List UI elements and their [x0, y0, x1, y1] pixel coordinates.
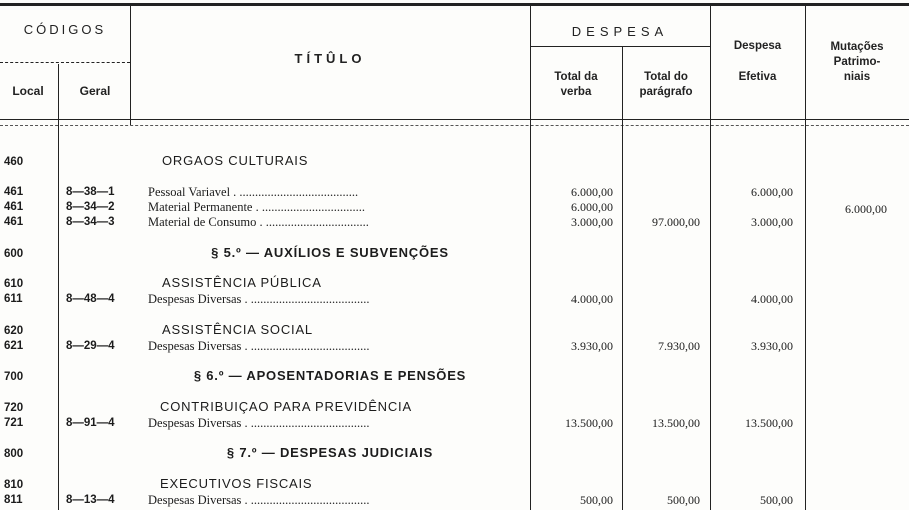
- codigos-rule: [0, 62, 130, 63]
- row-despesa-efetiva: 4.000,00: [751, 292, 793, 306]
- row-geral: 8—38—1: [66, 186, 115, 198]
- header-second-rule: [0, 125, 909, 126]
- header-despesa-efetiva-line2: Efetiva: [738, 71, 777, 83]
- header-local: Local: [12, 84, 44, 98]
- row-description: Despesas Diversas . ......................................: [148, 339, 370, 353]
- row-total-verba: 6.000,00: [571, 185, 613, 199]
- row-local: 800: [4, 448, 24, 460]
- row-local: 620: [4, 325, 24, 337]
- row-local: 810: [4, 479, 24, 491]
- header-total-verba: [530, 70, 622, 100]
- row-local: 600: [4, 248, 24, 260]
- row-geral: 8—29—4: [66, 340, 115, 352]
- group-title: ASSISTÊNCIA PÚBLICA: [162, 275, 322, 290]
- row-description: Material Permanente . .................................: [148, 200, 365, 214]
- row-geral: 8—91—4: [66, 417, 115, 429]
- row-local: 721: [4, 417, 24, 429]
- row-local: 700: [4, 371, 24, 383]
- row-local: 611: [4, 293, 23, 305]
- row-total-verba: 4.000,00: [571, 292, 613, 306]
- header-mutacoes-line2: Patrimo-: [833, 56, 881, 68]
- row-despesa-efetiva: 3.930,00: [751, 339, 793, 353]
- header-codigos: CÓDIGOS: [23, 22, 107, 37]
- header-despesa-efetiva-line1: Despesa: [733, 40, 782, 52]
- row-description: Pessoal Variavel . ......................................: [148, 185, 359, 199]
- header-total-verba-line1: Total da: [554, 71, 598, 83]
- row-total-verba: 3.000,00: [571, 215, 613, 229]
- group-title: ORGAOS CULTURAIS: [162, 153, 309, 168]
- row-local: 811: [4, 494, 23, 506]
- header-titulo: TÍTÛLO: [294, 51, 366, 66]
- group-title: ASSISTÊNCIA SOCIAL: [162, 322, 313, 337]
- col-divider-verba: [622, 47, 623, 510]
- row-local: 461: [4, 216, 24, 228]
- row-mutacoes: 6.000,00: [845, 202, 887, 216]
- header-total-verba-line2: verba: [560, 86, 592, 98]
- row-local: 621: [4, 340, 24, 352]
- row-description: Despesas Diversas . ......................................: [148, 292, 370, 306]
- row-description: Despesas Diversas . ......................................: [148, 416, 370, 430]
- row-geral: 8—48—4: [66, 293, 115, 305]
- row-geral: 8—34—2: [66, 201, 115, 213]
- row-despesa-efetiva: 13.500,00: [745, 416, 793, 430]
- row-total-verba: 6.000,00: [571, 200, 613, 214]
- row-total-paragrafo: 97.000,00: [652, 215, 700, 229]
- row-description: Material de Consumo . .................................: [148, 215, 369, 229]
- row-geral: 8—34—3: [66, 216, 115, 228]
- row-total-verba: 500,00: [580, 493, 613, 507]
- header-total-paragrafo-line1: Total do: [644, 71, 688, 83]
- row-despesa-efetiva: 3.000,00: [751, 215, 793, 229]
- row-description: Despesas Diversas . ......................................: [148, 493, 370, 507]
- row-total-verba: 3.930,00: [571, 339, 613, 353]
- header-despesa: DESPESA: [571, 24, 669, 39]
- row-total-paragrafo: 7.930,00: [658, 339, 700, 353]
- group-title: CONTRIBUIÇAO PARA PREVIDÊNCIA: [160, 399, 412, 414]
- row-total-paragrafo: 13.500,00: [652, 416, 700, 430]
- header-total-paragrafo-line2: parágrafo: [639, 86, 693, 98]
- row-total-verba: 13.500,00: [565, 416, 613, 430]
- row-despesa-efetiva: 6.000,00: [751, 185, 793, 199]
- top-rule: [0, 3, 909, 6]
- header-mutacoes: [805, 40, 909, 85]
- row-geral: 8—13—4: [66, 494, 115, 506]
- section-title: § 6.º — APOSENTADORIAS E PENSÕES: [193, 368, 467, 383]
- header-mutacoes-line1: Mutações: [830, 41, 884, 53]
- header-total-paragrafo: [622, 70, 710, 100]
- despesa-rule: [530, 46, 710, 47]
- col-divider-local: [58, 64, 59, 510]
- header-geral: Geral: [79, 84, 111, 98]
- row-total-paragrafo: 500,00: [667, 493, 700, 507]
- row-local: 460: [4, 156, 24, 168]
- row-local: 461: [4, 201, 24, 213]
- section-title: § 7.º — DESPESAS JUDICIAIS: [226, 445, 434, 460]
- row-local: 610: [4, 278, 24, 290]
- section-title: § 5.º — AUXÍLIOS E SUBVENÇÕES: [211, 245, 449, 260]
- header-mutacoes-line3: niais: [843, 71, 871, 83]
- header-bottom-rule: [0, 119, 909, 120]
- group-title: EXECUTIVOS FISCAIS: [160, 476, 313, 491]
- row-local: 720: [4, 402, 24, 414]
- row-despesa-efetiva: 500,00: [760, 493, 793, 507]
- row-local: 461: [4, 186, 24, 198]
